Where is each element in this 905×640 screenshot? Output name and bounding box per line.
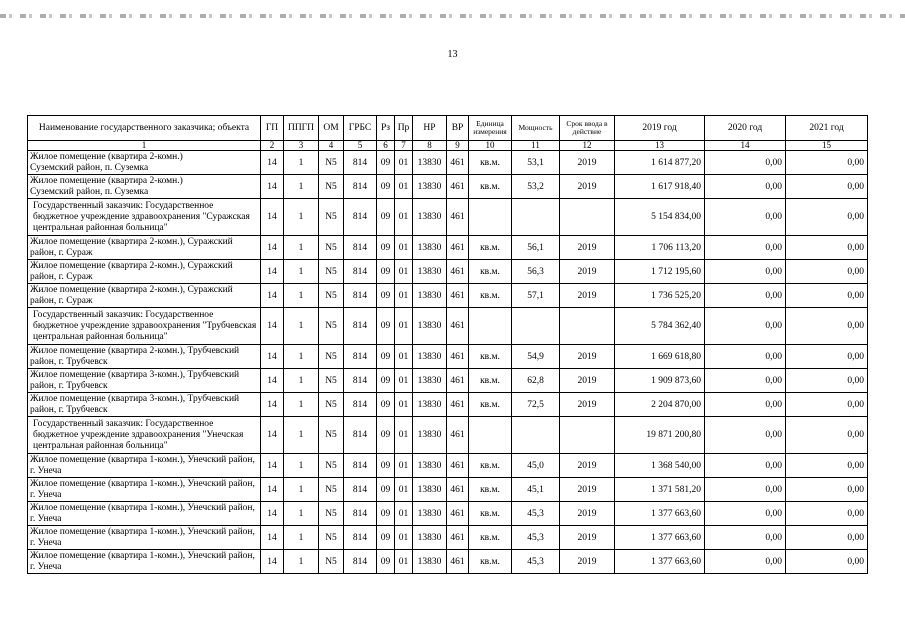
cell-gp: 14 [261,199,284,236]
cell-2021: 0,00 [786,454,868,478]
cell-ppgp: 1 [284,175,319,199]
cell-rz: 09 [377,393,395,417]
cell-grbs: 814 [344,454,377,478]
cell-term: 2019 [560,151,615,175]
cell-pr: 01 [395,284,413,308]
cell-2021: 0,00 [786,417,868,454]
column-number: 8 [413,141,447,151]
table-row [28,151,868,175]
cell-grbs: 814 [344,502,377,526]
cell-term: 2019 [560,175,615,199]
cell-2019: 1 377 663,60 [615,526,705,550]
cell-2020: 0,00 [705,199,786,236]
cell-om: N5 [319,454,344,478]
table-row [28,417,868,454]
cell-unit: кв.м. [469,345,512,369]
cell-unit [469,308,512,345]
cell-2020: 0,00 [705,502,786,526]
cell-vr: 461 [447,175,469,199]
cell-2020: 0,00 [705,369,786,393]
cell-ppgp: 1 [284,308,319,345]
cell-2020: 0,00 [705,454,786,478]
cell-2021: 0,00 [786,308,868,345]
cell-2019: 1 706 113,20 [615,236,705,260]
cell-term: 2019 [560,550,615,574]
cell-name: Жилое помещение (квартира 1-комн.), Унечский район, г. Унеча [28,478,261,502]
cell-unit: кв.м. [469,454,512,478]
header-vr: ВР [447,116,469,141]
cell-2019: 1 909 873,60 [615,369,705,393]
cell-unit: кв.м. [469,502,512,526]
cell-grbs: 814 [344,478,377,502]
cell-2020: 0,00 [705,393,786,417]
cell-nr: 13830 [413,345,447,369]
cell-gp: 14 [261,369,284,393]
cell-2019: 1 669 618,80 [615,345,705,369]
cell-unit: кв.м. [469,175,512,199]
cell-power: 56,1 [512,236,560,260]
cell-name: Жилое помещение (квартира 1-комн.), Унечский район, г. Унеча [28,502,261,526]
cell-gp: 14 [261,345,284,369]
cell-power: 72,5 [512,393,560,417]
cell-ppgp: 1 [284,502,319,526]
cell-grbs: 814 [344,550,377,574]
cell-grbs: 814 [344,526,377,550]
page-number: 13 [447,49,458,60]
cell-vr: 461 [447,236,469,260]
cell-2020: 0,00 [705,151,786,175]
header-name: Наименование государственного заказчика; объекта [28,116,261,141]
cell-term: 2019 [560,454,615,478]
cell-term: 2019 [560,526,615,550]
cell-name: Жилое помещение (квартира 2-комн.), Суражский район, г. Сураж [28,284,261,308]
cell-vr: 461 [447,478,469,502]
cell-power: 53,1 [512,151,560,175]
cell-power: 54,9 [512,345,560,369]
cell-om: N5 [319,284,344,308]
header-gp: ГП [261,116,284,141]
cell-grbs: 814 [344,199,377,236]
cell-name: Жилое помещение (квартира 3-комн.), Трубчевский район, г. Трубчевск [28,369,261,393]
cell-nr: 13830 [413,151,447,175]
table-row [28,393,868,417]
cell-nr: 13830 [413,526,447,550]
cell-nr: 13830 [413,175,447,199]
header-ppgp: ППГП [284,116,319,141]
cell-power: 62,8 [512,369,560,393]
cell-nr: 13830 [413,478,447,502]
cell-ppgp: 1 [284,284,319,308]
cell-grbs: 814 [344,151,377,175]
header-row [28,116,868,141]
cell-term [560,417,615,454]
cell-om: N5 [319,199,344,236]
cell-2019: 1 736 525,20 [615,284,705,308]
cell-gp: 14 [261,151,284,175]
cell-power [512,417,560,454]
cell-rz: 09 [377,175,395,199]
cell-name: Жилое помещение (квартира 2-комн.), Суражский район, г. Сураж [28,260,261,284]
cell-ppgp: 1 [284,417,319,454]
cell-nr: 13830 [413,417,447,454]
cell-unit: кв.м. [469,526,512,550]
cell-term: 2019 [560,393,615,417]
cell-rz: 09 [377,526,395,550]
cell-name: Государственный заказчик: Государственное бюджетное учреждение здравоохранения "Суражская центральная районная больница" [28,199,261,236]
cell-ppgp: 1 [284,526,319,550]
cell-name: Жилое помещение (квартира 1-комн.), Унечский район, г. Унеча [28,526,261,550]
cell-nr: 13830 [413,308,447,345]
cell-term: 2019 [560,260,615,284]
cell-vr: 461 [447,526,469,550]
cell-unit: кв.м. [469,478,512,502]
cell-term: 2019 [560,284,615,308]
cell-gp: 14 [261,454,284,478]
header-grbs: ГРБС [344,116,377,141]
cell-pr: 01 [395,526,413,550]
cell-term [560,199,615,236]
cell-rz: 09 [377,502,395,526]
cell-pr: 01 [395,236,413,260]
cell-om: N5 [319,260,344,284]
cell-ppgp: 1 [284,550,319,574]
cell-rz: 09 [377,369,395,393]
cell-om: N5 [319,393,344,417]
cell-nr: 13830 [413,236,447,260]
cell-2020: 0,00 [705,526,786,550]
table-row [28,369,868,393]
table-row [28,308,868,345]
cell-name: Жилое помещение (квартира 2-комн.) Суземский район, п. Суземка [28,175,261,199]
cell-pr: 01 [395,502,413,526]
cell-om: N5 [319,236,344,260]
cell-power [512,199,560,236]
cell-rz: 09 [377,345,395,369]
cell-pr: 01 [395,308,413,345]
cell-term: 2019 [560,236,615,260]
cell-om: N5 [319,526,344,550]
cell-rz: 09 [377,151,395,175]
cell-2019: 1 712 195,60 [615,260,705,284]
cell-power: 45,1 [512,478,560,502]
cell-grbs: 814 [344,417,377,454]
cell-pr: 01 [395,199,413,236]
cell-grbs: 814 [344,175,377,199]
cell-om: N5 [319,550,344,574]
cell-vr: 461 [447,199,469,236]
header-power: Мощность [512,116,560,141]
cell-gp: 14 [261,308,284,345]
cell-nr: 13830 [413,454,447,478]
header-pr: Пр [395,116,413,141]
cell-2021: 0,00 [786,478,868,502]
table-row [28,526,868,550]
cell-vr: 461 [447,284,469,308]
column-number: 2 [261,141,284,151]
cell-2020: 0,00 [705,308,786,345]
cell-rz: 09 [377,284,395,308]
cell-vr: 461 [447,454,469,478]
header-2021: 2021 год [786,116,868,141]
header-2019: 2019 год [615,116,705,141]
cell-grbs: 814 [344,308,377,345]
cell-ppgp: 1 [284,151,319,175]
cell-vr: 461 [447,502,469,526]
cell-pr: 01 [395,478,413,502]
cell-rz: 09 [377,454,395,478]
cell-2021: 0,00 [786,502,868,526]
cell-om: N5 [319,502,344,526]
column-number: 14 [705,141,786,151]
cell-power: 45,3 [512,526,560,550]
cell-2021: 0,00 [786,284,868,308]
cell-2021: 0,00 [786,345,868,369]
cell-om: N5 [319,345,344,369]
cell-power: 57,1 [512,284,560,308]
cell-nr: 13830 [413,284,447,308]
cell-nr: 13830 [413,502,447,526]
column-number: 6 [377,141,395,151]
cell-term: 2019 [560,478,615,502]
cell-pr: 01 [395,345,413,369]
cell-ppgp: 1 [284,236,319,260]
cell-om: N5 [319,478,344,502]
header-unit: Единица измерения [469,116,512,141]
cell-nr: 13830 [413,393,447,417]
cell-unit: кв.м. [469,284,512,308]
cell-term: 2019 [560,502,615,526]
cell-vr: 461 [447,345,469,369]
cell-2019: 19 871 200,80 [615,417,705,454]
header-2020: 2020 год [705,116,786,141]
table-row [28,199,868,236]
cell-rz: 09 [377,199,395,236]
cell-rz: 09 [377,236,395,260]
cell-pr: 01 [395,454,413,478]
cell-2019: 1 368 540,00 [615,454,705,478]
cell-pr: 01 [395,175,413,199]
cell-gp: 14 [261,175,284,199]
cell-pr: 01 [395,393,413,417]
cell-vr: 461 [447,308,469,345]
cell-grbs: 814 [344,345,377,369]
cell-gp: 14 [261,478,284,502]
cell-rz: 09 [377,308,395,345]
cell-unit: кв.м. [469,260,512,284]
table-row [28,454,868,478]
table-row [28,175,868,199]
cell-om: N5 [319,369,344,393]
cell-rz: 09 [377,550,395,574]
cell-unit: кв.м. [469,393,512,417]
cell-nr: 13830 [413,369,447,393]
cell-gp: 14 [261,417,284,454]
column-number: 4 [319,141,344,151]
cell-name: Жилое помещение (квартира 1-комн.), Унечский район, г. Унеча [28,550,261,574]
cell-gp: 14 [261,526,284,550]
cell-nr: 13830 [413,550,447,574]
table-row [28,345,868,369]
cell-grbs: 814 [344,284,377,308]
cell-power [512,308,560,345]
cell-power: 56,3 [512,260,560,284]
column-number: 3 [284,141,319,151]
header-om: ОМ [319,116,344,141]
header-rz: Рз [377,116,395,141]
cell-name: Жилое помещение (квартира 1-комн.), Унечский район, г. Унеча [28,454,261,478]
cell-name: Государственный заказчик: Государственное бюджетное учреждение здравоохранения "Унечская центральная районная больница" [28,417,261,454]
table-row [28,502,868,526]
cell-om: N5 [319,151,344,175]
cell-name: Жилое помещение (квартира 2-комн.), Суражский район, г. Сураж [28,236,261,260]
cell-2019: 1 617 918,40 [615,175,705,199]
cell-name: Государственный заказчик: Государственное бюджетное учреждение здравоохранения "Трубчевская центральная районная больница" [28,308,261,345]
cell-nr: 13830 [413,199,447,236]
cell-rz: 09 [377,478,395,502]
budget-table [27,115,868,574]
column-number: 5 [344,141,377,151]
cell-gp: 14 [261,260,284,284]
cell-term [560,308,615,345]
cell-ppgp: 1 [284,199,319,236]
cell-name: Жилое помещение (квартира 3-комн.), Трубчевский район, г. Трубчевск [28,393,261,417]
cell-vr: 461 [447,151,469,175]
cell-term: 2019 [560,369,615,393]
cell-2021: 0,00 [786,393,868,417]
header-term: Срок ввода в действие [560,116,615,141]
cell-om: N5 [319,175,344,199]
table-row [28,478,868,502]
cell-2021: 0,00 [786,236,868,260]
cell-2020: 0,00 [705,345,786,369]
cell-vr: 461 [447,393,469,417]
cell-2021: 0,00 [786,526,868,550]
cell-power: 53,2 [512,175,560,199]
cell-om: N5 [319,308,344,345]
cell-name: Жилое помещение (квартира 2-комн.) Суземский район, п. Суземка [28,151,261,175]
cell-vr: 461 [447,260,469,284]
cell-2020: 0,00 [705,550,786,574]
cell-unit: кв.м. [469,550,512,574]
table-row [28,550,868,574]
cell-vr: 461 [447,417,469,454]
cell-2021: 0,00 [786,550,868,574]
cell-unit [469,417,512,454]
cell-ppgp: 1 [284,478,319,502]
cell-gp: 14 [261,550,284,574]
cell-term: 2019 [560,345,615,369]
table-row [28,260,868,284]
table-body [28,151,868,574]
cell-nr: 13830 [413,260,447,284]
cell-2019: 1 377 663,60 [615,550,705,574]
cell-2021: 0,00 [786,151,868,175]
cell-gp: 14 [261,502,284,526]
cell-ppgp: 1 [284,393,319,417]
column-number: 1 [28,141,261,151]
cell-ppgp: 1 [284,345,319,369]
cell-power: 45,3 [512,502,560,526]
cell-2019: 1 371 581,20 [615,478,705,502]
cell-2019: 5 154 834,00 [615,199,705,236]
column-number: 15 [786,141,868,151]
table-row [28,284,868,308]
cell-pr: 01 [395,260,413,284]
table-row [28,236,868,260]
cell-power: 45,0 [512,454,560,478]
cell-2020: 0,00 [705,260,786,284]
cell-2019: 1 614 877,20 [615,151,705,175]
cell-2021: 0,00 [786,260,868,284]
column-number: 12 [560,141,615,151]
cell-2019: 5 784 362,40 [615,308,705,345]
column-number: 9 [447,141,469,151]
cell-grbs: 814 [344,393,377,417]
cell-grbs: 814 [344,236,377,260]
cell-2020: 0,00 [705,236,786,260]
cell-2021: 0,00 [786,199,868,236]
cell-gp: 14 [261,236,284,260]
cell-grbs: 814 [344,369,377,393]
cell-pr: 01 [395,369,413,393]
cell-vr: 461 [447,550,469,574]
cell-2021: 0,00 [786,175,868,199]
cell-unit: кв.м. [469,151,512,175]
cell-gp: 14 [261,393,284,417]
column-number: 7 [395,141,413,151]
cell-unit [469,199,512,236]
cell-2019: 2 204 870,00 [615,393,705,417]
cell-2019: 1 377 663,60 [615,502,705,526]
cell-ppgp: 1 [284,260,319,284]
cell-pr: 01 [395,550,413,574]
cell-unit: кв.м. [469,236,512,260]
cell-name: Жилое помещение (квартира 2-комн.), Трубчевский район, г. Трубчевск [28,345,261,369]
cell-unit: кв.м. [469,369,512,393]
cell-2020: 0,00 [705,417,786,454]
cell-2020: 0,00 [705,284,786,308]
column-number-row [28,141,868,151]
column-number: 11 [512,141,560,151]
cell-ppgp: 1 [284,454,319,478]
column-number: 13 [615,141,705,151]
cell-2021: 0,00 [786,369,868,393]
cell-ppgp: 1 [284,369,319,393]
cell-2020: 0,00 [705,478,786,502]
cell-om: N5 [319,417,344,454]
cell-rz: 09 [377,260,395,284]
cell-rz: 09 [377,417,395,454]
scan-artifact-line [0,14,905,18]
cell-gp: 14 [261,284,284,308]
cell-2020: 0,00 [705,175,786,199]
header-nr: НР [413,116,447,141]
cell-pr: 01 [395,417,413,454]
cell-grbs: 814 [344,260,377,284]
cell-pr: 01 [395,151,413,175]
column-number: 10 [469,141,512,151]
cell-power: 45,3 [512,550,560,574]
cell-vr: 461 [447,369,469,393]
